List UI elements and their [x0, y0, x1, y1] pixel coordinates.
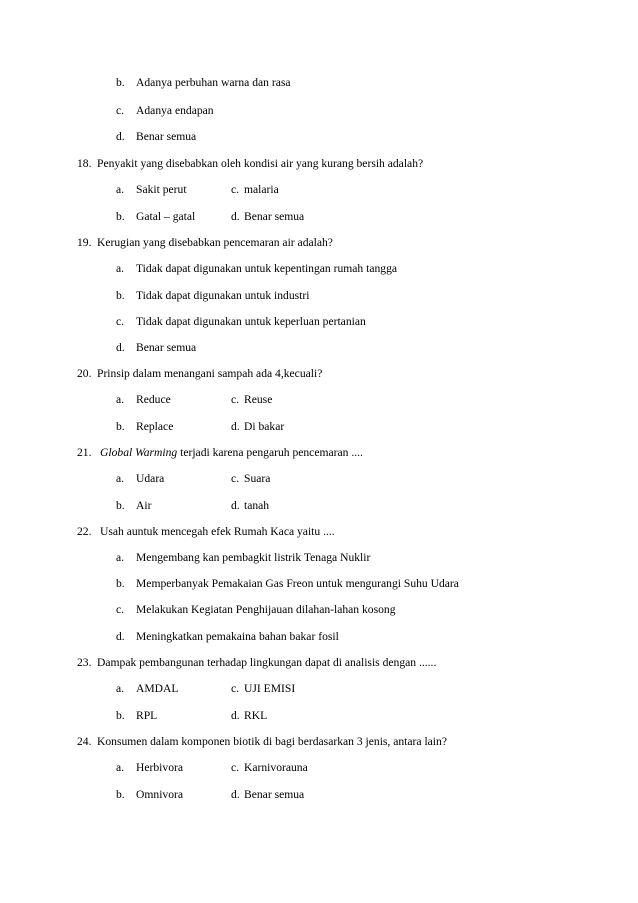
option-letter: a. [116, 472, 125, 485]
option-text: Replace [136, 420, 174, 433]
option-letter: c. [231, 393, 240, 406]
option-text: Karnivorauna [244, 761, 308, 774]
option-text: Suara [244, 472, 271, 485]
option-letter: d. [116, 630, 125, 643]
question-text: Usah auntuk mencegah efek Rumah Kaca yaitu .... [100, 525, 335, 538]
option-letter: d. [231, 420, 240, 433]
question-text: Penyakit yang disebabkan oleh kondisi air yang kurang bersih adalah? [97, 157, 424, 170]
option-text: Benar semua [244, 210, 305, 223]
option-letter: d. [231, 788, 240, 801]
question-number: 18. [77, 157, 92, 170]
option-letter: b. [116, 210, 125, 223]
option-letter: b. [116, 420, 125, 433]
question-text [100, 446, 363, 460]
option-letter: c. [231, 761, 240, 774]
option-text: malaria [244, 183, 279, 196]
question-number: 20. [77, 367, 92, 380]
question-number: 23. [77, 656, 92, 669]
option-letter: b. [116, 788, 125, 801]
option-letter: d. [231, 210, 240, 223]
question-number: 24. [77, 735, 92, 748]
option-text: Mengembang kan pembagkit listrik Tenaga Nuklir [136, 551, 371, 564]
question-text-rest: terjadi karena pengaruh pencemaran .... [177, 446, 363, 459]
question-text: Kerugian yang disebabkan pencemaran air adalah? [97, 236, 333, 249]
option-letter: b. [116, 76, 125, 89]
option-letter: a. [116, 393, 125, 406]
option-letter: b. [116, 499, 125, 512]
option-letter: b. [116, 289, 125, 302]
question-text: Konsumen dalam komponen biotik di bagi berdasarkan 3 jenis, antara lain? [97, 735, 447, 748]
option-letter: b. [116, 709, 125, 722]
option-text: Udara [136, 472, 165, 485]
option-text: Benar semua [244, 788, 305, 801]
question-text: Dampak pembangunan terhadap lingkungan dapat di analisis dengan ...... [97, 656, 437, 669]
option-text: Tidak dapat digunakan untuk kepentingan rumah tangga [136, 262, 398, 275]
option-letter: c. [231, 682, 240, 695]
option-letter: b. [116, 577, 125, 590]
option-text: RPL [136, 709, 158, 722]
option-letter: d. [116, 130, 125, 143]
option-letter: a. [116, 262, 125, 275]
option-text: AMDAL [136, 682, 179, 695]
option-letter: c. [231, 472, 240, 485]
option-text: UJI EMISI [244, 682, 296, 695]
option-text: tanah [244, 499, 270, 512]
option-letter: c. [116, 315, 125, 328]
option-text: Gatal – gatal [136, 210, 196, 223]
option-text: Memperbanyak Pemakaian Gas Freon untuk mengurangi Suhu Udara [136, 577, 459, 590]
option-letter: d. [231, 709, 240, 722]
option-letter: a. [116, 183, 125, 196]
option-text: RKL [244, 709, 268, 722]
question-number: 19. [77, 236, 92, 249]
option-letter: c. [116, 104, 125, 117]
question-number: 22. [77, 525, 92, 538]
option-letter: c. [231, 183, 240, 196]
question-text: Prinsip dalam menangani sampah ada 4,kecuali? [97, 367, 323, 380]
option-text: Benar semua [136, 341, 197, 354]
question-text-italic: Global Warming [100, 446, 178, 459]
option-text: Air [136, 499, 152, 512]
option-letter: d. [116, 341, 125, 354]
option-text: Meningkatkan pemakaina bahan bakar fosil [136, 630, 339, 643]
option-text: Sakit perut [136, 183, 187, 196]
option-text: Benar semua [136, 130, 197, 143]
option-letter: a. [116, 551, 125, 564]
question-number: 21. [77, 446, 92, 459]
option-text: Reduce [136, 393, 171, 406]
option-text: Di bakar [244, 420, 285, 433]
option-text: Adanya perbuhan warna dan rasa [136, 76, 291, 89]
option-text: Melakukan Kegiatan Penghijauan dilahan-lahan kosong [136, 603, 396, 616]
option-text: Adanya endapan [136, 104, 214, 117]
option-letter: a. [116, 761, 125, 774]
option-text: Reuse [244, 393, 273, 406]
option-text: Omnivora [136, 788, 184, 801]
option-letter: d. [231, 499, 240, 512]
option-text: Tidak dapat digunakan untuk keperluan pertanian [136, 315, 366, 328]
option-letter: c. [116, 603, 125, 616]
option-letter: a. [116, 682, 125, 695]
option-text: Tidak dapat digunakan untuk industri [136, 289, 310, 302]
option-text: Herbivora [136, 761, 183, 774]
